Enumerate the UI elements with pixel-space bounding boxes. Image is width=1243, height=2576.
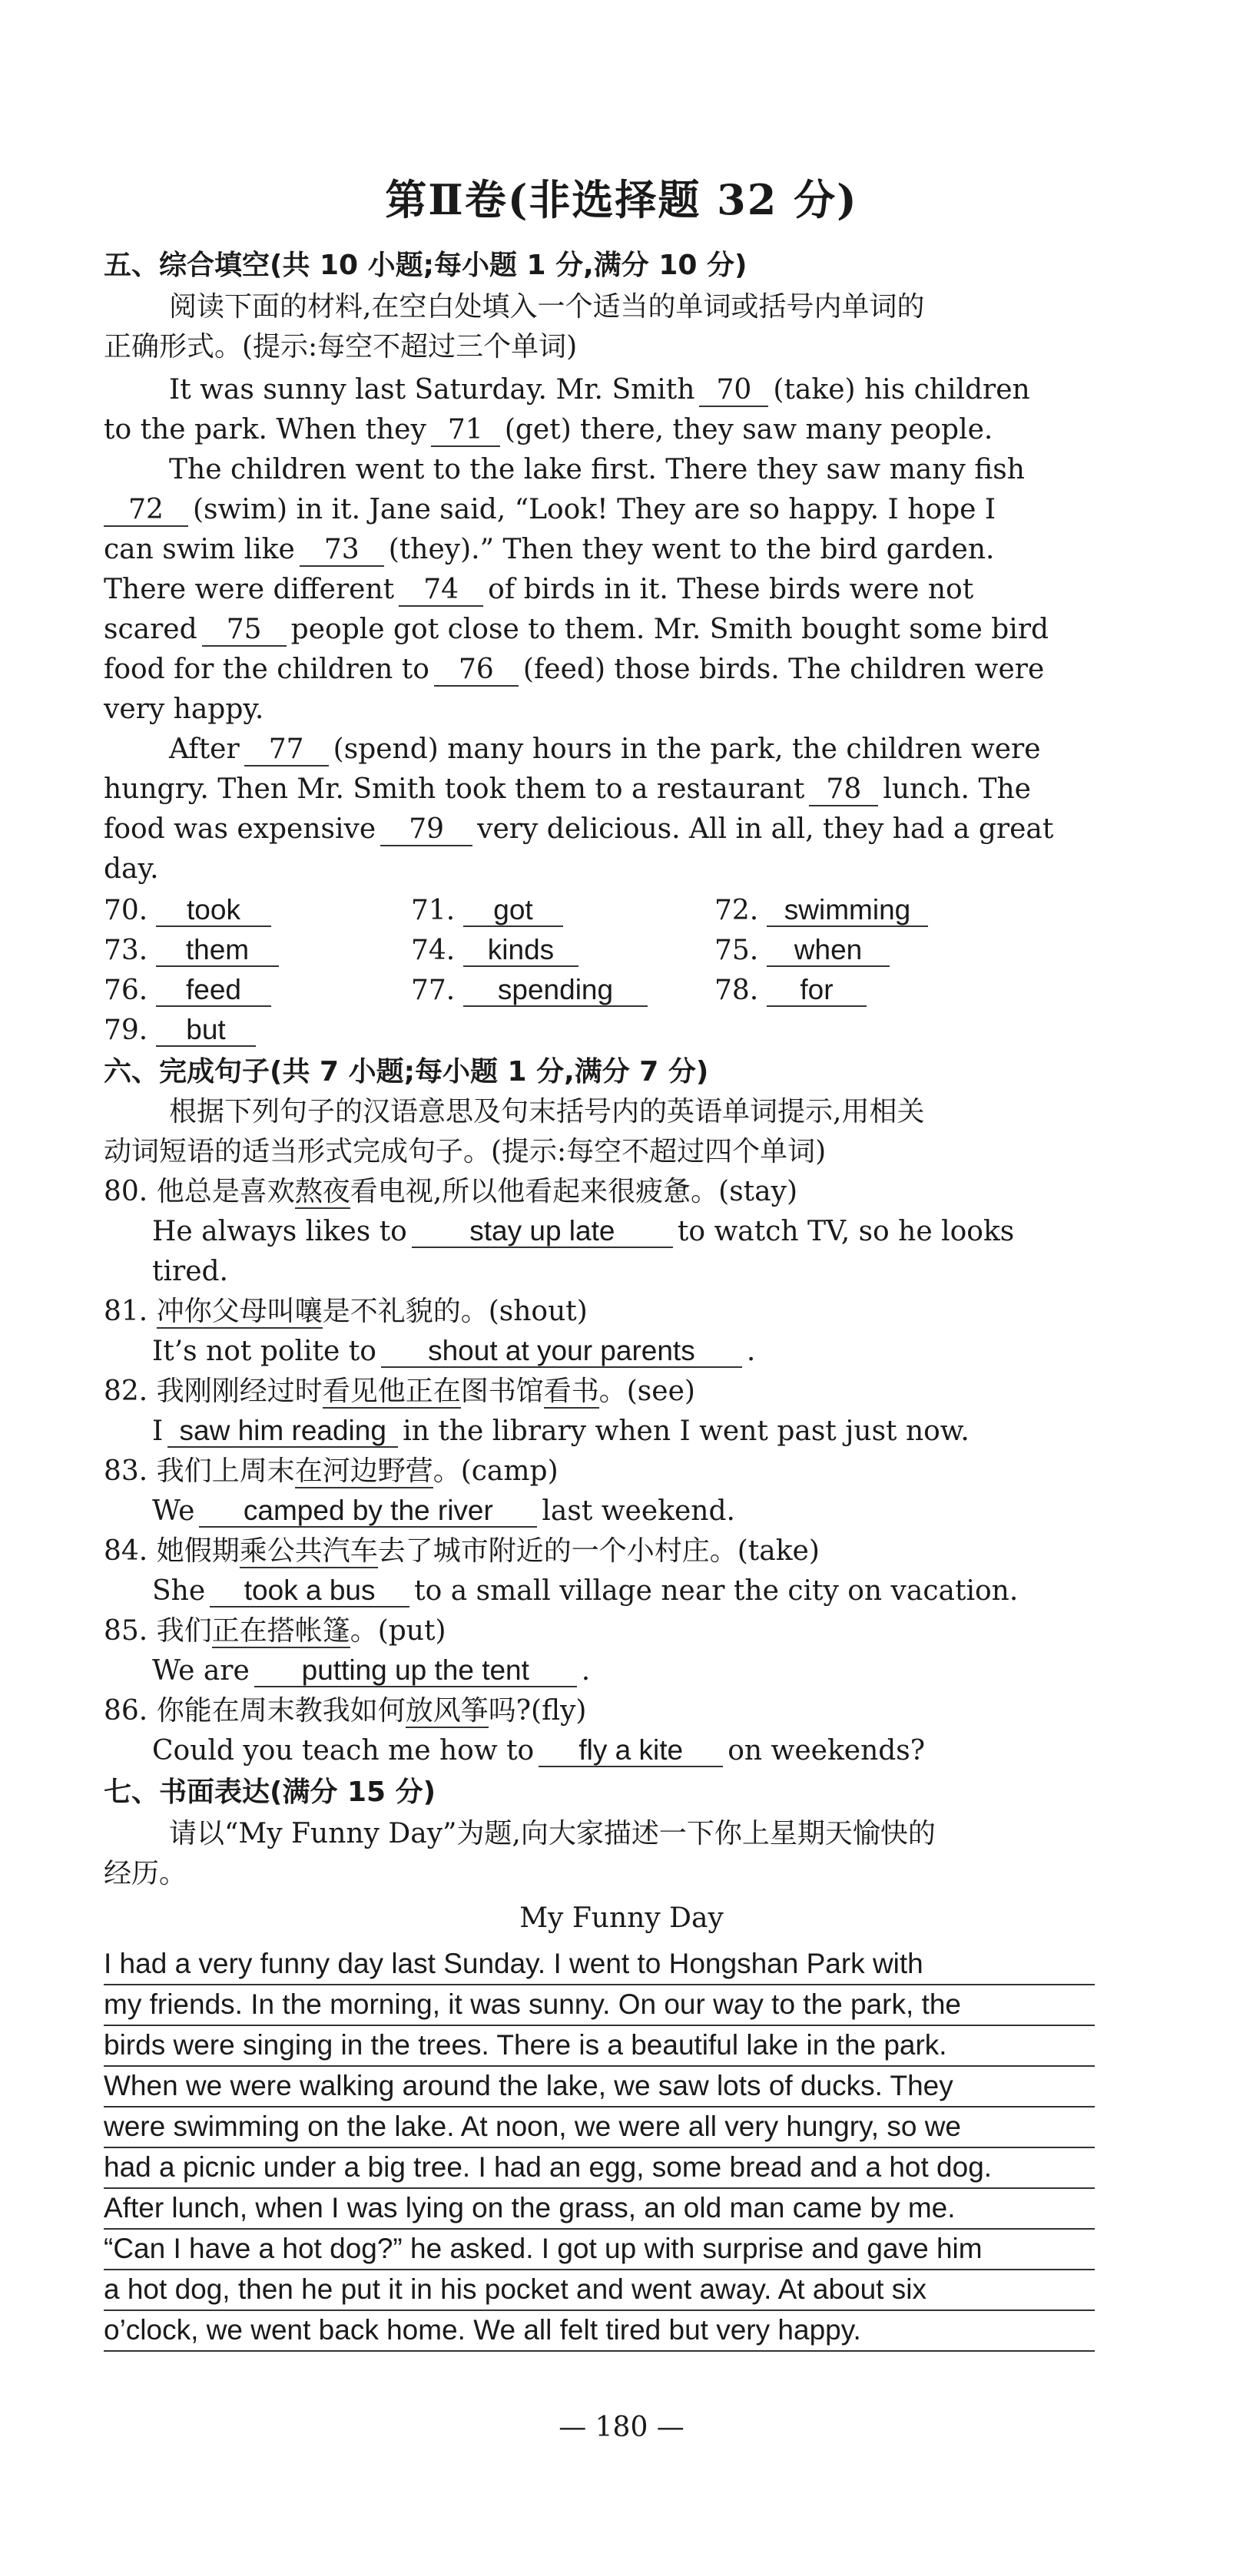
section6-instruction: 根据下列句子的汉语意思及句末括号内的英语单词提示,用相关 xyxy=(169,1096,925,1127)
question-82-en: I saw him reading in the library when I went past just now. xyxy=(152,1415,970,1447)
answer-79: 79. but xyxy=(104,1012,260,1049)
answer-85[interactable]: putting up the tent xyxy=(254,1655,577,1687)
question-80-en: He always likes to stay up late to watch TV, so he looks xyxy=(152,1215,1015,1247)
essay-title: My Funny Day xyxy=(519,1902,724,1934)
blank-74: 74 xyxy=(399,574,483,607)
blank-77: 77 xyxy=(244,734,329,767)
answer-82[interactable]: saw him reading xyxy=(167,1415,398,1448)
question-83-en: We camped by the river last weekend. xyxy=(152,1495,735,1527)
answer-74: 74. kinds xyxy=(411,932,583,969)
question-81-en: It’s not polite to shout at your parents . xyxy=(152,1335,756,1367)
section6-instruction-2: 动词短语的适当形式完成句子。(提示:每空不超过四个单词) xyxy=(104,1136,827,1167)
essay-line: a hot dog, then he put it in his pocket and went away. At about six xyxy=(104,2269,1095,2311)
question-86-en: Could you teach me how to fly a kite on weekends? xyxy=(152,1734,926,1766)
answer-84[interactable]: took a bus xyxy=(210,1575,409,1608)
blank-78: 78 xyxy=(809,774,878,806)
blank-71: 71 xyxy=(431,415,500,447)
question-86-cn: 86. 你能在周末教我如何放风筝吗?(fly) xyxy=(104,1695,587,1727)
essay-line: After lunch, when I was lying on the grass, an old man came by me. xyxy=(104,2187,1095,2230)
question-80-cn: 80. 他总是喜欢熬夜看电视,所以他看起来很疲惫。(stay) xyxy=(104,1176,797,1207)
page-number: — 180 — xyxy=(559,2412,684,2443)
essay-line: had a picnic under a big tree. I had an egg, some bread and a hot dog. xyxy=(104,2147,1095,2189)
answer-75: 75. when xyxy=(714,932,894,969)
essay-line: When we were walking around the lake, we saw lots of ducks. They xyxy=(104,2065,1095,2107)
passage-line: food was expensive 79 very delicious. All in all, they had a great xyxy=(104,813,1054,845)
essay-line: I had a very funny day last Sunday. I went to Hongshan Park with xyxy=(104,1943,1095,1985)
question-84-cn: 84. 她假期乘公共汽车去了城市附近的一个小村庄。(take) xyxy=(104,1535,820,1567)
passage-line: scared 75 people got close to them. Mr. Smith bought some bird xyxy=(104,614,1049,645)
passage-line: The children went to the lake first. There they saw many fish xyxy=(169,454,1025,485)
section7-heading: 七、书面表达(满分 15 分) xyxy=(104,1776,436,1808)
answer-72: 72. swimming xyxy=(714,892,933,929)
answer-70: 70. took xyxy=(104,892,276,929)
section6-heading: 六、完成句子(共 7 小题;每小题 1 分,满分 7 分) xyxy=(104,1056,709,1088)
blank-70: 70 xyxy=(699,375,768,407)
blank-75: 75 xyxy=(202,614,287,647)
section5-heading: 五、综合填空(共 10 小题;每小题 1 分,满分 10 分) xyxy=(104,250,747,281)
question-85-en: We are putting up the tent . xyxy=(152,1654,591,1687)
essay-line: birds were singing in the trees. There is a beautiful lake in the park. xyxy=(104,2025,1095,2067)
passage-line: After 77 (spend) many hours in the park, the children were xyxy=(169,733,1041,765)
passage-line: food for the children to 76 (feed) those birds. The children were xyxy=(104,654,1045,685)
answer-73: 73. them xyxy=(104,932,283,969)
question-80-en-cont: tired. xyxy=(152,1256,228,1287)
question-83-cn: 83. 我们上周末在河边野营。(camp) xyxy=(104,1455,559,1487)
essay-line: o’clock, we went back home. We all felt tired but very happy. xyxy=(104,2309,1095,2352)
question-84-en: She took a bus to a small village near the city on vacation. xyxy=(152,1574,1019,1607)
answer-71: 71. got xyxy=(411,892,568,929)
passage-line: 72 (swim) in it. Jane said, “Look! They are so happy. I hope I xyxy=(104,492,1149,528)
passage-line: It was sunny last Saturday. Mr. Smith 70 (take) his children xyxy=(169,374,1030,406)
answer-76: 76. feed xyxy=(104,972,276,1009)
essay-line: “Can I have a hot dog?” he asked. I got up with surprise and gave him xyxy=(104,2228,1095,2270)
section7-instruction-2: 经历。 xyxy=(104,1858,187,1889)
question-85-cn: 85. 我们正在搭帐篷。(put) xyxy=(104,1615,446,1647)
answer-78: 78. for xyxy=(714,972,871,1009)
section5-instruction xyxy=(169,289,1214,326)
answer-86[interactable]: fly a kite xyxy=(539,1735,723,1767)
answer-80[interactable]: stay up late xyxy=(412,1216,673,1248)
passage-line: very happy. xyxy=(104,694,264,725)
instr-line1: 阅读下面的材料,在空白处填入一个适当的单词或括号内单词的 xyxy=(169,291,925,323)
answer-83[interactable]: camped by the river xyxy=(199,1495,537,1528)
blank-79: 79 xyxy=(380,814,472,846)
passage-line: hungry. Then Mr. Smith took them to a restaurant 78 lunch. The xyxy=(104,773,1031,805)
paper-title: 第Ⅱ卷(非选择题 32 分) xyxy=(385,175,858,224)
passage-line: can swim like 73 (they).” Then they went to the bird garden. xyxy=(104,534,995,565)
section7-instruction: 请以“My Funny Day”为题,向大家描述一下你上星期天愉快的 xyxy=(169,1818,936,1849)
blank-73: 73 xyxy=(300,535,384,567)
essay-line: were swimming on the lake. At noon, we were all very hungry, so we xyxy=(104,2106,1095,2148)
blank-72: 72 xyxy=(104,495,188,527)
passage-line: day. xyxy=(104,853,159,885)
essay-line: my friends. In the morning, it was sunny. On our way to the park, the xyxy=(104,1984,1095,2026)
question-81-cn: 81. 冲你父母叫嚷是不礼貌的。(shout) xyxy=(104,1296,588,1327)
passage-line: to the park. When they 71 (get) there, they saw many people. xyxy=(104,414,993,445)
answer-81[interactable]: shout at your parents xyxy=(381,1336,742,1368)
answer-77: 77. spending xyxy=(411,972,652,1009)
section5-instruction-2: 正确形式。(提示:每空不超过三个单词) xyxy=(104,331,578,363)
blank-76: 76 xyxy=(434,654,519,687)
passage-line: There were different 74 of birds in it. These birds were not xyxy=(104,574,974,605)
question-82-cn: 82. 我刚刚经过时看见他正在图书馆看书。(see) xyxy=(104,1376,695,1407)
